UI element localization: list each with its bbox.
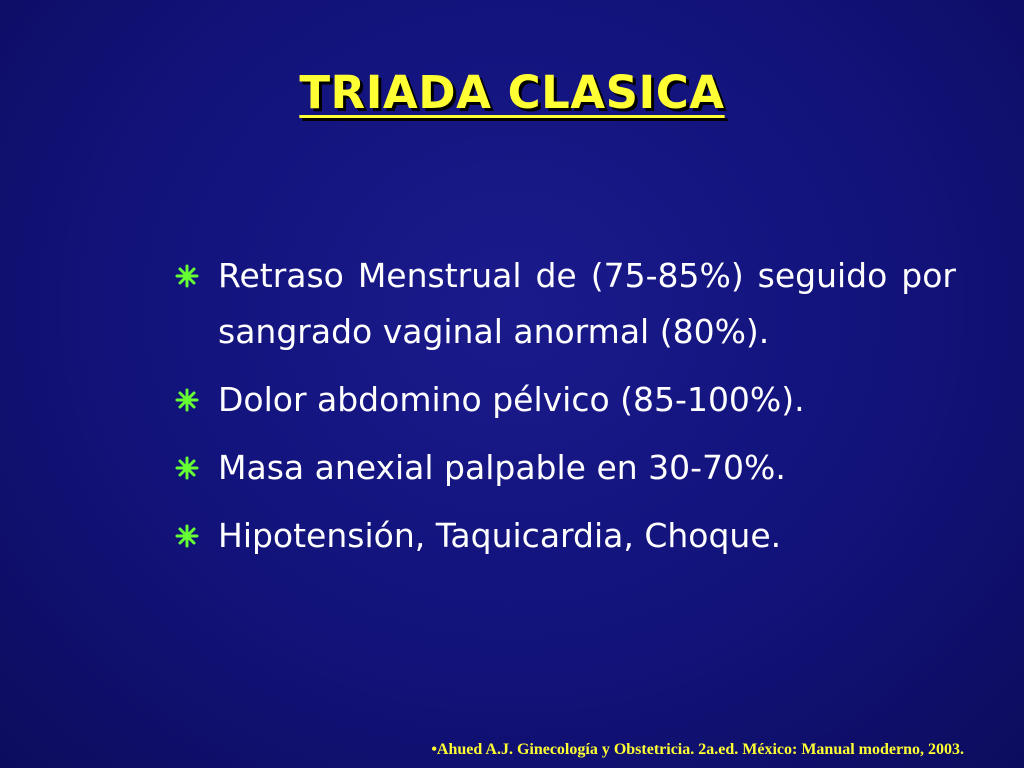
bullet-text: Retraso Menstrual de (75-85%) seguido por sangrado vaginal anormal (80%). bbox=[218, 256, 956, 351]
bullet-text: Masa anexial palpable en 30-70%. bbox=[218, 448, 786, 487]
starburst-bullet-icon bbox=[175, 264, 199, 288]
bullet-item bbox=[172, 508, 956, 564]
starburst-bullet-icon bbox=[175, 456, 199, 480]
bullet-item bbox=[172, 248, 956, 360]
reference-citation: •Ahued A.J. Ginecología y Obstetricia. 2a.ed. México: Manual moderno, 2003. bbox=[431, 741, 964, 758]
bullet-list bbox=[172, 248, 956, 576]
bullet-item bbox=[172, 372, 956, 428]
slide-title: TRIADA CLASICA bbox=[299, 66, 725, 119]
bullet-text: Hipotensión, Taquicardia, Choque. bbox=[218, 516, 782, 555]
starburst-bullet-icon bbox=[175, 388, 199, 412]
bullet-item bbox=[172, 440, 956, 496]
bullet-text: Dolor abdomino pélvico (85-100%). bbox=[218, 380, 805, 419]
starburst-bullet-icon bbox=[175, 524, 199, 548]
